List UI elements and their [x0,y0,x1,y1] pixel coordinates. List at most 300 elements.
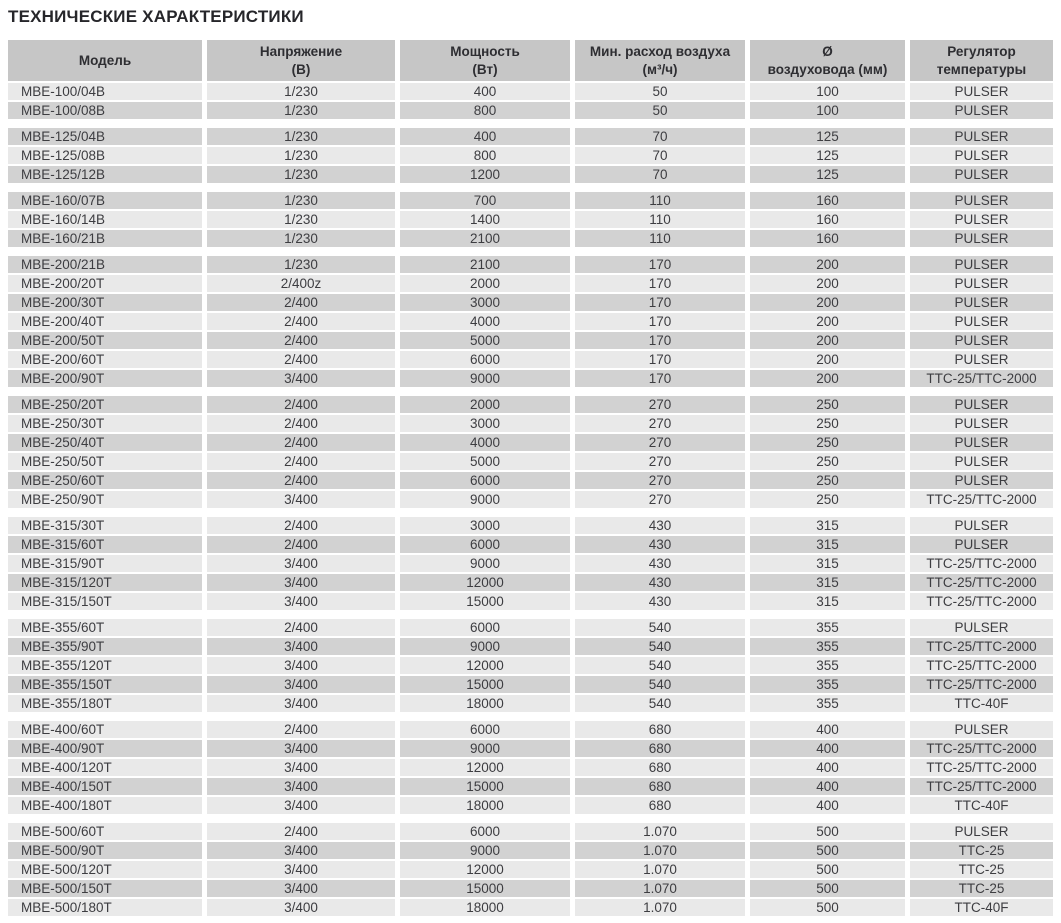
voltage-cell: 3/400 [207,657,400,676]
diameter-cell: 100 [750,102,910,121]
column-header-airflow-line1: Мин. расход воздуха [589,43,731,59]
diameter-cell: 315 [750,555,910,574]
diameter-cell: 315 [750,574,910,593]
model-cell: MBE-500/150T [8,880,207,899]
voltage-cell: 3/400 [207,740,400,759]
power-cell: 6000 [400,536,575,555]
voltage-cell: 3/400 [207,491,400,510]
column-header-regulator [910,40,1053,83]
column-header-voltage-line1: Напряжение [259,43,343,59]
model-cell: MBE-160/07B [8,192,207,211]
power-cell: 2100 [400,256,575,275]
table-row [8,370,1053,389]
power-cell: 400 [400,83,575,102]
airflow-cell: 170 [575,275,750,294]
table-row [8,740,1053,759]
power-cell: 18000 [400,899,575,918]
regulator-cell: PULSER [910,294,1053,313]
column-header-diameter-line1: Ø [822,43,833,59]
voltage-cell: 2/400 [207,415,400,434]
airflow-cell: 270 [575,453,750,472]
diameter-cell: 400 [750,721,910,740]
regulator-cell: PULSER [910,332,1053,351]
diameter-cell: 250 [750,491,910,510]
table-row [8,797,1053,816]
group-separator [8,121,1053,128]
diameter-cell: 250 [750,434,910,453]
voltage-cell: 3/400 [207,676,400,695]
airflow-cell: 680 [575,740,750,759]
airflow-cell: 430 [575,536,750,555]
model-cell: MBE-125/08B [8,147,207,166]
table-header-row [8,40,1053,83]
voltage-cell: 1/230 [207,230,400,249]
table-row [8,211,1053,230]
model-cell: MBE-250/60T [8,472,207,491]
diameter-cell: 200 [750,370,910,389]
specs-table [8,40,1053,918]
airflow-cell: 170 [575,332,750,351]
regulator-cell: PULSER [910,396,1053,415]
voltage-cell: 2/400 [207,619,400,638]
airflow-cell: 270 [575,396,750,415]
table-row [8,275,1053,294]
regulator-cell: TTC-40F [910,695,1053,714]
airflow-cell: 1.070 [575,899,750,918]
regulator-cell: PULSER [910,275,1053,294]
table-row [8,128,1053,147]
diameter-cell: 200 [750,294,910,313]
diameter-cell: 200 [750,256,910,275]
power-cell: 12000 [400,657,575,676]
diameter-cell: 355 [750,638,910,657]
table-row [8,861,1053,880]
table-row [8,434,1053,453]
power-cell: 6000 [400,351,575,370]
airflow-cell: 680 [575,778,750,797]
power-cell: 6000 [400,823,575,842]
column-header-airflow [575,40,750,83]
model-cell: MBE-250/90T [8,491,207,510]
regulator-cell: PULSER [910,211,1053,230]
voltage-cell: 2/400 [207,434,400,453]
table-row [8,778,1053,797]
table-row [8,638,1053,657]
column-header-power-line1: Мощность [450,43,520,59]
power-cell: 12000 [400,574,575,593]
table-row [8,517,1053,536]
column-header-voltage [207,40,400,83]
diameter-cell: 500 [750,899,910,918]
voltage-cell: 2/400 [207,721,400,740]
power-cell: 3000 [400,294,575,313]
model-cell: MBE-315/30T [8,517,207,536]
voltage-cell: 2/400 [207,536,400,555]
voltage-cell: 3/400 [207,759,400,778]
model-cell: MBE-200/50T [8,332,207,351]
airflow-cell: 430 [575,555,750,574]
airflow-cell: 540 [575,619,750,638]
table-row [8,536,1053,555]
voltage-cell: 1/230 [207,256,400,275]
airflow-cell: 170 [575,370,750,389]
airflow-cell: 270 [575,415,750,434]
power-cell: 12000 [400,861,575,880]
regulator-cell: PULSER [910,453,1053,472]
power-cell: 2100 [400,230,575,249]
model-cell: MBE-100/08B [8,102,207,121]
diameter-cell: 160 [750,211,910,230]
column-header-diameter-line2: воздуховода (мм) [767,61,888,77]
table-row [8,313,1053,332]
column-header-power-line2: (Вт) [472,61,498,77]
column-header-power [400,40,575,83]
airflow-cell: 680 [575,721,750,740]
voltage-cell: 1/230 [207,166,400,185]
power-cell: 2000 [400,275,575,294]
table-row [8,230,1053,249]
voltage-cell: 3/400 [207,638,400,657]
voltage-cell: 3/400 [207,370,400,389]
airflow-cell: 430 [575,593,750,612]
diameter-cell: 500 [750,880,910,899]
column-header-regulator-line2: температуры [936,61,1027,77]
diameter-cell: 400 [750,740,910,759]
table-body [8,83,1053,918]
diameter-cell: 250 [750,415,910,434]
airflow-cell: 270 [575,434,750,453]
diameter-cell: 315 [750,517,910,536]
regulator-cell: TTC-25/TTC-2000 [910,574,1053,593]
group-separator [8,185,1053,192]
voltage-cell: 2/400z [207,275,400,294]
model-cell: MBE-125/12B [8,166,207,185]
model-cell: MBE-400/60T [8,721,207,740]
model-cell: MBE-160/14B [8,211,207,230]
power-cell: 700 [400,192,575,211]
voltage-cell: 2/400 [207,472,400,491]
voltage-cell: 2/400 [207,517,400,536]
airflow-cell: 50 [575,102,750,121]
table-row [8,619,1053,638]
airflow-cell: 540 [575,695,750,714]
diameter-cell: 125 [750,128,910,147]
diameter-cell: 250 [750,396,910,415]
regulator-cell: PULSER [910,415,1053,434]
model-cell: MBE-160/21B [8,230,207,249]
power-cell: 1200 [400,166,575,185]
model-cell: MBE-315/90T [8,555,207,574]
model-cell: MBE-200/40T [8,313,207,332]
diameter-cell: 500 [750,823,910,842]
voltage-cell: 3/400 [207,574,400,593]
voltage-cell: 1/230 [207,211,400,230]
airflow-cell: 70 [575,166,750,185]
column-header-regulator-line1: Регулятор [947,43,1016,59]
voltage-cell: 3/400 [207,899,400,918]
table-row [8,759,1053,778]
airflow-cell: 170 [575,313,750,332]
table-row [8,657,1053,676]
voltage-cell: 2/400 [207,823,400,842]
regulator-cell: PULSER [910,230,1053,249]
regulator-cell: TTC-25/TTC-2000 [910,676,1053,695]
table-row [8,192,1053,211]
regulator-cell: PULSER [910,721,1053,740]
group-separator [8,816,1053,823]
airflow-cell: 110 [575,211,750,230]
model-cell: MBE-355/150T [8,676,207,695]
table-row [8,415,1053,434]
model-cell: MBE-315/150T [8,593,207,612]
column-header-model [8,40,207,83]
model-cell: MBE-125/04B [8,128,207,147]
table-row [8,823,1053,842]
group-separator [8,389,1053,396]
model-cell: MBE-400/180T [8,797,207,816]
model-cell: MBE-100/04B [8,83,207,102]
diameter-cell: 400 [750,759,910,778]
diameter-cell: 355 [750,676,910,695]
power-cell: 18000 [400,797,575,816]
voltage-cell: 3/400 [207,842,400,861]
table-row [8,147,1053,166]
diameter-cell: 315 [750,593,910,612]
regulator-cell: PULSER [910,434,1053,453]
model-cell: MBE-500/60T [8,823,207,842]
regulator-cell: PULSER [910,517,1053,536]
voltage-cell: 2/400 [207,332,400,351]
regulator-cell: PULSER [910,83,1053,102]
power-cell: 3000 [400,517,575,536]
diameter-cell: 400 [750,797,910,816]
voltage-cell: 3/400 [207,593,400,612]
diameter-cell: 200 [750,332,910,351]
model-cell: MBE-355/180T [8,695,207,714]
voltage-cell: 1/230 [207,128,400,147]
model-cell: MBE-500/90T [8,842,207,861]
airflow-cell: 1.070 [575,880,750,899]
diameter-cell: 250 [750,453,910,472]
power-cell: 9000 [400,740,575,759]
diameter-cell: 250 [750,472,910,491]
regulator-cell: TTC-25/TTC-2000 [910,740,1053,759]
table-row [8,695,1053,714]
airflow-cell: 270 [575,491,750,510]
regulator-cell: PULSER [910,128,1053,147]
model-cell: MBE-355/60T [8,619,207,638]
table-row [8,842,1053,861]
table-row [8,83,1053,102]
diameter-cell: 500 [750,861,910,880]
regulator-cell: TTC-25/TTC-2000 [910,759,1053,778]
airflow-cell: 170 [575,294,750,313]
voltage-cell: 1/230 [207,147,400,166]
diameter-cell: 355 [750,657,910,676]
table-row [8,676,1053,695]
power-cell: 12000 [400,759,575,778]
table-row [8,880,1053,899]
regulator-cell: TTC-25/TTC-2000 [910,657,1053,676]
column-header-diameter [750,40,910,83]
regulator-cell: PULSER [910,619,1053,638]
regulator-cell: PULSER [910,313,1053,332]
power-cell: 4000 [400,434,575,453]
airflow-cell: 680 [575,797,750,816]
regulator-cell: TTC-40F [910,899,1053,918]
page-title: ТЕХНИЧЕСКИЕ ХАРАКТЕРИСТИКИ [8,7,304,26]
model-cell: MBE-250/40T [8,434,207,453]
group-separator [8,249,1053,256]
table-row [8,332,1053,351]
table-row [8,102,1053,121]
airflow-cell: 1.070 [575,842,750,861]
model-cell: MBE-250/50T [8,453,207,472]
table-row [8,256,1053,275]
airflow-cell: 1.070 [575,861,750,880]
model-cell: MBE-200/21B [8,256,207,275]
airflow-cell: 540 [575,676,750,695]
power-cell: 15000 [400,593,575,612]
voltage-cell: 3/400 [207,555,400,574]
regulator-cell: TTC-40F [910,797,1053,816]
group-separator [8,510,1053,517]
model-cell: MBE-315/120T [8,574,207,593]
regulator-cell: PULSER [910,192,1053,211]
power-cell: 800 [400,102,575,121]
power-cell: 6000 [400,472,575,491]
diameter-cell: 100 [750,83,910,102]
airflow-cell: 70 [575,128,750,147]
airflow-cell: 170 [575,256,750,275]
regulator-cell: PULSER [910,102,1053,121]
model-cell: MBE-250/30T [8,415,207,434]
diameter-cell: 400 [750,778,910,797]
airflow-cell: 270 [575,472,750,491]
table-row [8,555,1053,574]
group-separator [8,714,1053,721]
voltage-cell: 3/400 [207,778,400,797]
voltage-cell: 2/400 [207,294,400,313]
power-cell: 9000 [400,491,575,510]
airflow-cell: 70 [575,147,750,166]
diameter-cell: 160 [750,192,910,211]
regulator-cell: PULSER [910,536,1053,555]
airflow-cell: 540 [575,657,750,676]
voltage-cell: 3/400 [207,797,400,816]
table-row [8,453,1053,472]
table-row [8,721,1053,740]
table-row [8,899,1053,918]
model-cell: MBE-355/90T [8,638,207,657]
power-cell: 5000 [400,453,575,472]
diameter-cell: 200 [750,275,910,294]
voltage-cell: 2/400 [207,396,400,415]
voltage-cell: 2/400 [207,313,400,332]
regulator-cell: TTC-25 [910,861,1053,880]
regulator-cell: PULSER [910,256,1053,275]
voltage-cell: 3/400 [207,880,400,899]
airflow-cell: 1.070 [575,823,750,842]
power-cell: 15000 [400,880,575,899]
power-cell: 9000 [400,638,575,657]
model-cell: MBE-400/150T [8,778,207,797]
regulator-cell: TTC-25/TTC-2000 [910,370,1053,389]
diameter-cell: 355 [750,619,910,638]
diameter-cell: 160 [750,230,910,249]
power-cell: 18000 [400,695,575,714]
model-cell: MBE-200/20T [8,275,207,294]
power-cell: 4000 [400,313,575,332]
column-header-voltage-line2: (В) [291,61,311,77]
table-row [8,351,1053,370]
power-cell: 800 [400,147,575,166]
diameter-cell: 500 [750,842,910,861]
power-cell: 3000 [400,415,575,434]
table-row [8,491,1053,510]
regulator-cell: PULSER [910,351,1053,370]
model-cell: MBE-200/90T [8,370,207,389]
table-row [8,294,1053,313]
diameter-cell: 200 [750,313,910,332]
model-cell: MBE-500/120T [8,861,207,880]
regulator-cell: TTC-25/TTC-2000 [910,491,1053,510]
airflow-cell: 540 [575,638,750,657]
regulator-cell: TTC-25/TTC-2000 [910,778,1053,797]
voltage-cell: 1/230 [207,102,400,121]
power-cell: 400 [400,128,575,147]
model-cell: MBE-500/180T [8,899,207,918]
power-cell: 6000 [400,721,575,740]
table-row [8,166,1053,185]
power-cell: 1400 [400,211,575,230]
power-cell: 6000 [400,619,575,638]
regulator-cell: TTC-25/TTC-2000 [910,638,1053,657]
voltage-cell: 1/230 [207,83,400,102]
airflow-cell: 430 [575,517,750,536]
diameter-cell: 355 [750,695,910,714]
model-cell: MBE-355/120T [8,657,207,676]
airflow-cell: 50 [575,83,750,102]
table-row [8,593,1053,612]
voltage-cell: 3/400 [207,695,400,714]
voltage-cell: 2/400 [207,453,400,472]
regulator-cell: TTC-25 [910,842,1053,861]
column-header-airflow-line2: (м³/ч) [642,61,678,77]
diameter-cell: 125 [750,147,910,166]
model-cell: MBE-315/60T [8,536,207,555]
regulator-cell: TTC-25 [910,880,1053,899]
diameter-cell: 200 [750,351,910,370]
power-cell: 15000 [400,778,575,797]
regulator-cell: PULSER [910,472,1053,491]
voltage-cell: 3/400 [207,861,400,880]
airflow-cell: 110 [575,230,750,249]
airflow-cell: 680 [575,759,750,778]
group-separator [8,612,1053,619]
regulator-cell: TTC-25/TTC-2000 [910,555,1053,574]
model-cell: MBE-250/20T [8,396,207,415]
table-row [8,396,1053,415]
diameter-cell: 125 [750,166,910,185]
regulator-cell: TTC-25/TTC-2000 [910,593,1053,612]
diameter-cell: 315 [750,536,910,555]
regulator-cell: PULSER [910,166,1053,185]
voltage-cell: 1/230 [207,192,400,211]
airflow-cell: 110 [575,192,750,211]
table-row [8,472,1053,491]
column-header-model-line1: Модель [78,52,132,68]
